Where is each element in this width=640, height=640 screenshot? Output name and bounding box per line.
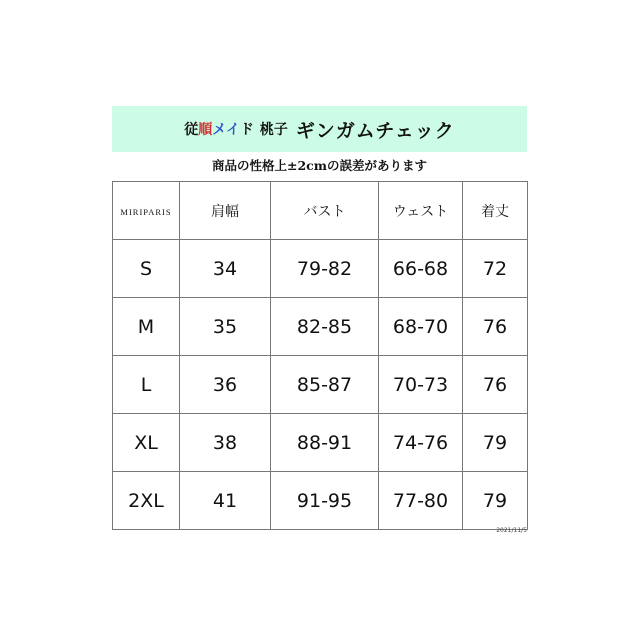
banner-model-name: 桃子 <box>259 122 288 138</box>
waist-value: 68-70 <box>379 298 463 356</box>
waist-value: 66-68 <box>379 240 463 298</box>
shoulder-value: 34 <box>180 240 271 298</box>
table-row <box>113 240 528 298</box>
shoulder-value: 35 <box>180 298 271 356</box>
shoulder-value: 38 <box>180 414 271 472</box>
tolerance-note: 商品の性格上±2cmの誤差があります <box>211 158 427 173</box>
brand-cell <box>113 182 180 240</box>
banner-pattern-name: ギンガムチェック <box>295 119 455 142</box>
date-stamp: 2021/11/5 <box>496 527 527 534</box>
title-banner <box>112 106 527 152</box>
bust-value: 79-82 <box>271 240 379 298</box>
shoulder-value: 36 <box>180 356 271 414</box>
banner-brand-text: 従順メイド <box>184 122 254 138</box>
bust-value: 88-91 <box>271 414 379 472</box>
header-shoulder: 肩幅 <box>180 182 271 240</box>
header-length: 着丈 <box>463 182 528 240</box>
brand-logo-text: MIRIPARIS <box>120 206 172 217</box>
table-row <box>113 414 528 472</box>
table-row <box>113 298 528 356</box>
size-label: 2XL <box>113 472 180 530</box>
bust-value: 82-85 <box>271 298 379 356</box>
shoulder-value: 41 <box>180 472 271 530</box>
size-label: L <box>113 356 180 414</box>
size-label: M <box>113 298 180 356</box>
header-bust: バスト <box>271 182 379 240</box>
length-value: 76 <box>463 298 528 356</box>
waist-value: 70-73 <box>379 356 463 414</box>
length-value: 79 <box>463 472 528 530</box>
bust-value: 91-95 <box>271 472 379 530</box>
bust-value: 85-87 <box>271 356 379 414</box>
table-header-row <box>113 182 528 240</box>
table-row <box>113 356 528 414</box>
length-value: 72 <box>463 240 528 298</box>
length-value: 79 <box>463 414 528 472</box>
waist-value: 77-80 <box>379 472 463 530</box>
header-waist: ウェスト <box>379 182 463 240</box>
size-label: S <box>113 240 180 298</box>
waist-value: 74-76 <box>379 414 463 472</box>
size-chart-table <box>112 181 528 530</box>
table-row <box>113 472 528 530</box>
size-label: XL <box>113 414 180 472</box>
length-value: 76 <box>463 356 528 414</box>
